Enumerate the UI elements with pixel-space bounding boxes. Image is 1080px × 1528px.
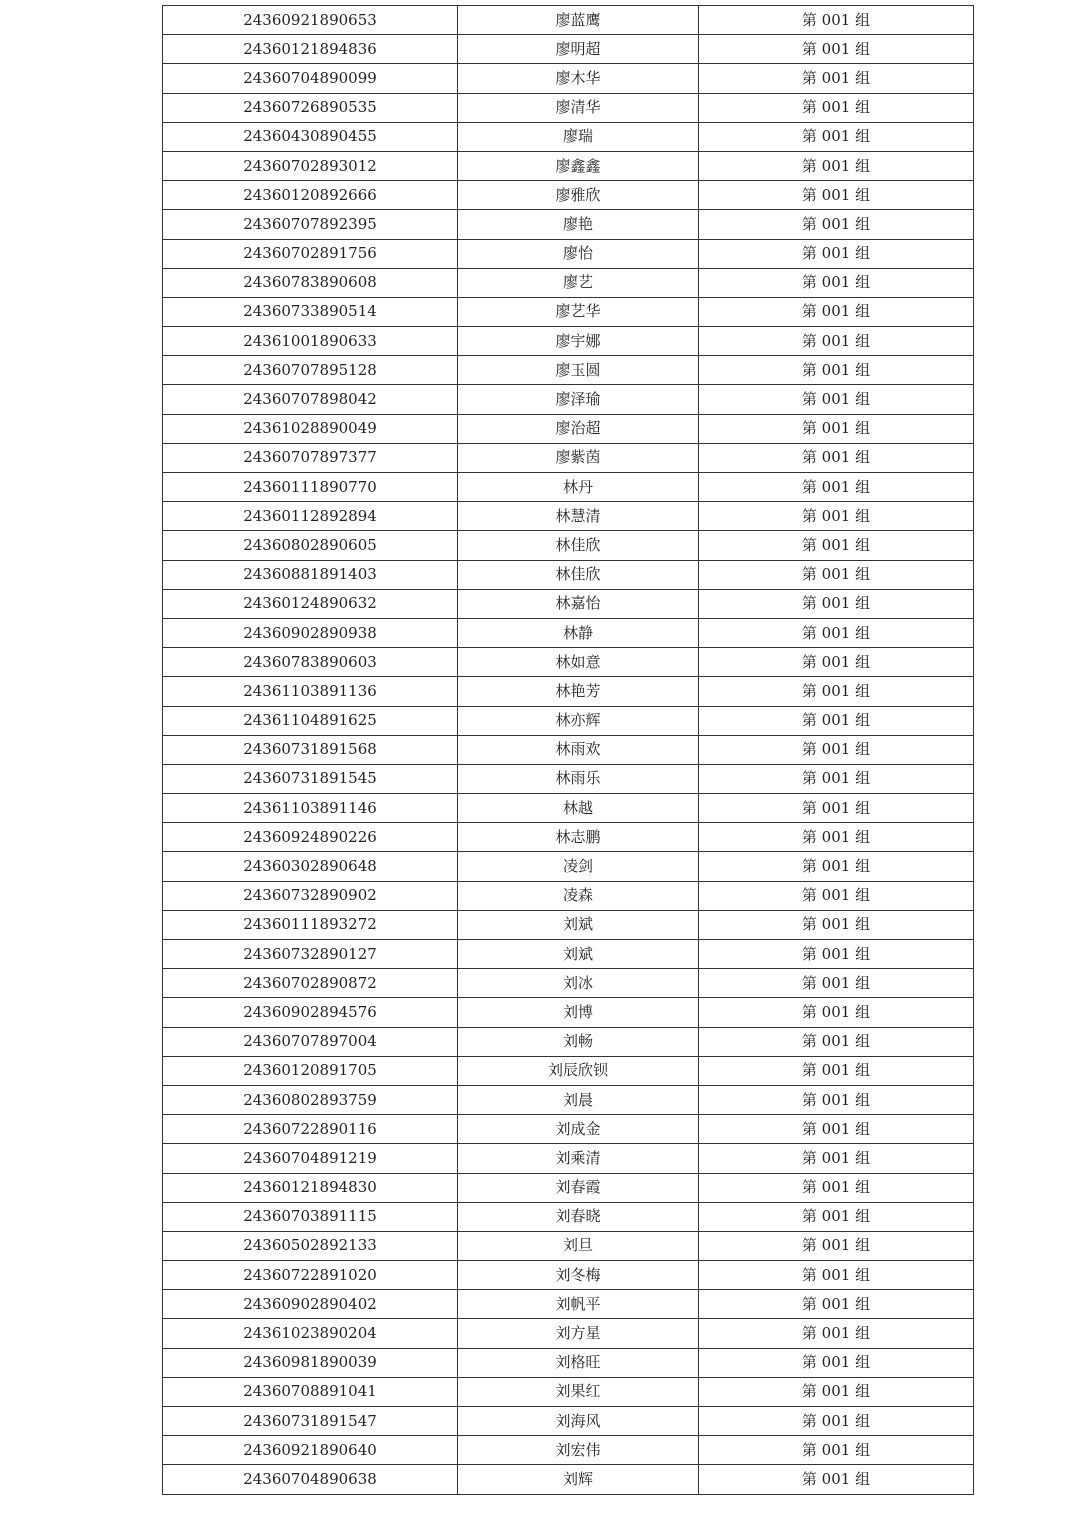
group-cell: 第 001 组 xyxy=(699,940,974,969)
group-cell: 第 001 组 xyxy=(699,64,974,93)
group-cell: 第 001 组 xyxy=(699,735,974,764)
table-row xyxy=(163,794,974,823)
candidate-name-cell: 刘方星 xyxy=(458,1319,699,1348)
group-cell: 第 001 组 xyxy=(699,356,974,385)
group-cell: 第 001 组 xyxy=(699,473,974,502)
group-cell: 第 001 组 xyxy=(699,648,974,677)
exam-id-cell: 24360502892133 xyxy=(163,1231,458,1260)
candidate-name-cell: 林雨乐 xyxy=(458,764,699,793)
table-row xyxy=(163,677,974,706)
roster-table-body xyxy=(163,6,974,1495)
candidate-name-cell: 刘畅 xyxy=(458,1027,699,1056)
candidate-name-cell: 刘春霞 xyxy=(458,1173,699,1202)
table-row xyxy=(163,648,974,677)
exam-id-cell: 24360120891705 xyxy=(163,1056,458,1085)
group-cell: 第 001 组 xyxy=(699,239,974,268)
candidate-name-cell: 廖明超 xyxy=(458,35,699,64)
candidate-name-cell: 林志鹏 xyxy=(458,823,699,852)
candidate-name-cell: 林嘉怡 xyxy=(458,589,699,618)
exam-id-cell: 24360731891545 xyxy=(163,764,458,793)
table-row xyxy=(163,1436,974,1465)
exam-id-cell: 24360783890608 xyxy=(163,268,458,297)
table-row xyxy=(163,1202,974,1231)
exam-id-cell: 24360124890632 xyxy=(163,589,458,618)
table-row xyxy=(163,93,974,122)
exam-id-cell: 24360881891403 xyxy=(163,560,458,589)
exam-id-cell: 24360783890603 xyxy=(163,648,458,677)
table-row xyxy=(163,239,974,268)
candidate-name-cell: 林艳芳 xyxy=(458,677,699,706)
table-row xyxy=(163,151,974,180)
group-cell: 第 001 组 xyxy=(699,93,974,122)
candidate-name-cell: 廖治超 xyxy=(458,414,699,443)
group-cell: 第 001 组 xyxy=(699,794,974,823)
candidate-name-cell: 廖鑫鑫 xyxy=(458,151,699,180)
candidate-name-cell: 廖雅欣 xyxy=(458,181,699,210)
candidate-name-cell: 刘辉 xyxy=(458,1465,699,1494)
exam-id-cell: 24360704890099 xyxy=(163,64,458,93)
candidate-name-cell: 刘斌 xyxy=(458,910,699,939)
group-cell: 第 001 组 xyxy=(699,1290,974,1319)
exam-id-cell: 24360430890455 xyxy=(163,122,458,151)
table-row xyxy=(163,735,974,764)
exam-id-cell: 24360722890116 xyxy=(163,1115,458,1144)
exam-id-cell: 24360726890535 xyxy=(163,93,458,122)
candidate-name-cell: 林佳欣 xyxy=(458,560,699,589)
table-row xyxy=(163,385,974,414)
group-cell: 第 001 组 xyxy=(699,414,974,443)
exam-id-cell: 24361023890204 xyxy=(163,1319,458,1348)
table-row xyxy=(163,852,974,881)
candidate-name-cell: 刘果红 xyxy=(458,1377,699,1406)
table-row xyxy=(163,940,974,969)
candidate-name-cell: 林越 xyxy=(458,794,699,823)
candidate-name-cell: 刘春晓 xyxy=(458,1202,699,1231)
group-cell: 第 001 组 xyxy=(699,443,974,472)
table-row xyxy=(163,356,974,385)
table-row xyxy=(163,1115,974,1144)
table-row xyxy=(163,502,974,531)
exam-id-cell: 24360921890640 xyxy=(163,1436,458,1465)
table-row xyxy=(163,1290,974,1319)
group-cell: 第 001 组 xyxy=(699,881,974,910)
exam-id-cell: 24361028890049 xyxy=(163,414,458,443)
exam-id-cell: 24360707898042 xyxy=(163,385,458,414)
exam-id-cell: 24360111893272 xyxy=(163,910,458,939)
exam-id-cell: 24360707895128 xyxy=(163,356,458,385)
roster-table xyxy=(162,5,974,1495)
table-row xyxy=(163,1407,974,1436)
candidate-name-cell: 廖泽瑜 xyxy=(458,385,699,414)
candidate-name-cell: 刘冬梅 xyxy=(458,1261,699,1290)
group-cell: 第 001 组 xyxy=(699,998,974,1027)
table-row xyxy=(163,1144,974,1173)
table-row xyxy=(163,1027,974,1056)
group-cell: 第 001 组 xyxy=(699,1173,974,1202)
candidate-name-cell: 刘晨 xyxy=(458,1085,699,1114)
candidate-name-cell: 刘冰 xyxy=(458,969,699,998)
table-row xyxy=(163,64,974,93)
group-cell: 第 001 组 xyxy=(699,151,974,180)
group-cell: 第 001 组 xyxy=(699,1056,974,1085)
exam-id-cell: 24360733890514 xyxy=(163,297,458,326)
exam-id-cell: 24360921890653 xyxy=(163,6,458,35)
group-cell: 第 001 组 xyxy=(699,531,974,560)
group-cell: 第 001 组 xyxy=(699,210,974,239)
exam-id-cell: 24360731891547 xyxy=(163,1407,458,1436)
table-row xyxy=(163,998,974,1027)
candidate-name-cell: 林佳欣 xyxy=(458,531,699,560)
exam-id-cell: 24360702893012 xyxy=(163,151,458,180)
candidate-name-cell: 林丹 xyxy=(458,473,699,502)
candidate-name-cell: 林如意 xyxy=(458,648,699,677)
group-cell: 第 001 组 xyxy=(699,1407,974,1436)
exam-id-cell: 24361103891136 xyxy=(163,677,458,706)
candidate-name-cell: 廖木华 xyxy=(458,64,699,93)
group-cell: 第 001 组 xyxy=(699,385,974,414)
exam-id-cell: 24360924890226 xyxy=(163,823,458,852)
candidate-name-cell: 刘斌 xyxy=(458,940,699,969)
group-cell: 第 001 组 xyxy=(699,6,974,35)
group-cell: 第 001 组 xyxy=(699,35,974,64)
exam-id-cell: 24360707897377 xyxy=(163,443,458,472)
table-row xyxy=(163,531,974,560)
candidate-name-cell: 廖艺 xyxy=(458,268,699,297)
candidate-name-cell: 廖艺华 xyxy=(458,297,699,326)
exam-id-cell: 24360708891041 xyxy=(163,1377,458,1406)
candidate-name-cell: 刘成金 xyxy=(458,1115,699,1144)
table-row xyxy=(163,589,974,618)
candidate-name-cell: 刘乘清 xyxy=(458,1144,699,1173)
table-row xyxy=(163,910,974,939)
exam-id-cell: 24360802893759 xyxy=(163,1085,458,1114)
candidate-name-cell: 廖怡 xyxy=(458,239,699,268)
group-cell: 第 001 组 xyxy=(699,327,974,356)
group-cell: 第 001 组 xyxy=(699,502,974,531)
exam-id-cell: 24360731891568 xyxy=(163,735,458,764)
candidate-name-cell: 刘宏伟 xyxy=(458,1436,699,1465)
candidate-name-cell: 林静 xyxy=(458,618,699,647)
candidate-name-cell: 廖瑞 xyxy=(458,122,699,151)
group-cell: 第 001 组 xyxy=(699,589,974,618)
group-cell: 第 001 组 xyxy=(699,618,974,647)
table-row xyxy=(163,35,974,64)
candidate-name-cell: 刘帆平 xyxy=(458,1290,699,1319)
candidate-name-cell: 刘格旺 xyxy=(458,1348,699,1377)
group-cell: 第 001 组 xyxy=(699,910,974,939)
group-cell: 第 001 组 xyxy=(699,1027,974,1056)
table-row xyxy=(163,122,974,151)
exam-id-cell: 24360902890402 xyxy=(163,1290,458,1319)
table-row xyxy=(163,443,974,472)
candidate-name-cell: 林亦辉 xyxy=(458,706,699,735)
candidate-name-cell: 刘海风 xyxy=(458,1407,699,1436)
exam-id-cell: 24360707892395 xyxy=(163,210,458,239)
group-cell: 第 001 组 xyxy=(699,1465,974,1494)
exam-id-cell: 24360722891020 xyxy=(163,1261,458,1290)
candidate-name-cell: 廖玉圆 xyxy=(458,356,699,385)
table-row xyxy=(163,1465,974,1494)
group-cell: 第 001 组 xyxy=(699,969,974,998)
table-row xyxy=(163,181,974,210)
table-row xyxy=(163,210,974,239)
table-row xyxy=(163,1377,974,1406)
group-cell: 第 001 组 xyxy=(699,1231,974,1260)
exam-id-cell: 24360702891756 xyxy=(163,239,458,268)
candidate-name-cell: 廖宇娜 xyxy=(458,327,699,356)
table-row xyxy=(163,414,974,443)
candidate-name-cell: 廖紫茵 xyxy=(458,443,699,472)
table-row xyxy=(163,823,974,852)
table-row xyxy=(163,1261,974,1290)
exam-id-cell: 24360902894576 xyxy=(163,998,458,1027)
group-cell: 第 001 组 xyxy=(699,1377,974,1406)
exam-id-cell: 24360121894830 xyxy=(163,1173,458,1202)
candidate-name-cell: 刘博 xyxy=(458,998,699,1027)
table-row xyxy=(163,881,974,910)
exam-id-cell: 24360111890770 xyxy=(163,473,458,502)
table-row xyxy=(163,764,974,793)
group-cell: 第 001 组 xyxy=(699,181,974,210)
exam-id-cell: 24361104891625 xyxy=(163,706,458,735)
table-row xyxy=(163,706,974,735)
candidate-name-cell: 刘旦 xyxy=(458,1231,699,1260)
table-row xyxy=(163,1348,974,1377)
table-row xyxy=(163,1085,974,1114)
exam-id-cell: 24360704891219 xyxy=(163,1144,458,1173)
group-cell: 第 001 组 xyxy=(699,1436,974,1465)
group-cell: 第 001 组 xyxy=(699,1144,974,1173)
exam-id-cell: 24360732890902 xyxy=(163,881,458,910)
candidate-name-cell: 凌剑 xyxy=(458,852,699,881)
exam-id-cell: 24360732890127 xyxy=(163,940,458,969)
table-row xyxy=(163,1231,974,1260)
table-row xyxy=(163,6,974,35)
exam-id-cell: 24360981890039 xyxy=(163,1348,458,1377)
group-cell: 第 001 组 xyxy=(699,852,974,881)
group-cell: 第 001 组 xyxy=(699,1348,974,1377)
candidate-name-cell: 林慧清 xyxy=(458,502,699,531)
table-row xyxy=(163,1056,974,1085)
group-cell: 第 001 组 xyxy=(699,1115,974,1144)
group-cell: 第 001 组 xyxy=(699,706,974,735)
group-cell: 第 001 组 xyxy=(699,297,974,326)
table-row xyxy=(163,618,974,647)
candidate-name-cell: 刘辰欣钡 xyxy=(458,1056,699,1085)
table-row xyxy=(163,268,974,297)
candidate-name-cell: 廖蓝鹰 xyxy=(458,6,699,35)
group-cell: 第 001 组 xyxy=(699,764,974,793)
table-row xyxy=(163,1319,974,1348)
table-row xyxy=(163,473,974,502)
candidate-name-cell: 廖清华 xyxy=(458,93,699,122)
group-cell: 第 001 组 xyxy=(699,1085,974,1114)
exam-id-cell: 24361001890633 xyxy=(163,327,458,356)
exam-id-cell: 24361103891146 xyxy=(163,794,458,823)
group-cell: 第 001 组 xyxy=(699,268,974,297)
exam-id-cell: 24360707897004 xyxy=(163,1027,458,1056)
exam-id-cell: 24360702890872 xyxy=(163,969,458,998)
table-row xyxy=(163,1173,974,1202)
exam-id-cell: 24360802890605 xyxy=(163,531,458,560)
exam-id-cell: 24360302890648 xyxy=(163,852,458,881)
group-cell: 第 001 组 xyxy=(699,677,974,706)
table-row xyxy=(163,297,974,326)
group-cell: 第 001 组 xyxy=(699,1202,974,1231)
exam-id-cell: 24360902890938 xyxy=(163,618,458,647)
group-cell: 第 001 组 xyxy=(699,1261,974,1290)
candidate-name-cell: 凌森 xyxy=(458,881,699,910)
exam-id-cell: 24360120892666 xyxy=(163,181,458,210)
exam-id-cell: 24360112892894 xyxy=(163,502,458,531)
group-cell: 第 001 组 xyxy=(699,122,974,151)
group-cell: 第 001 组 xyxy=(699,823,974,852)
group-cell: 第 001 组 xyxy=(699,560,974,589)
candidate-name-cell: 林雨欢 xyxy=(458,735,699,764)
exam-id-cell: 24360703891115 xyxy=(163,1202,458,1231)
candidate-name-cell: 廖艳 xyxy=(458,210,699,239)
group-cell: 第 001 组 xyxy=(699,1319,974,1348)
exam-id-cell: 24360704890638 xyxy=(163,1465,458,1494)
table-row xyxy=(163,969,974,998)
exam-id-cell: 24360121894836 xyxy=(163,35,458,64)
table-row xyxy=(163,327,974,356)
table-row xyxy=(163,560,974,589)
